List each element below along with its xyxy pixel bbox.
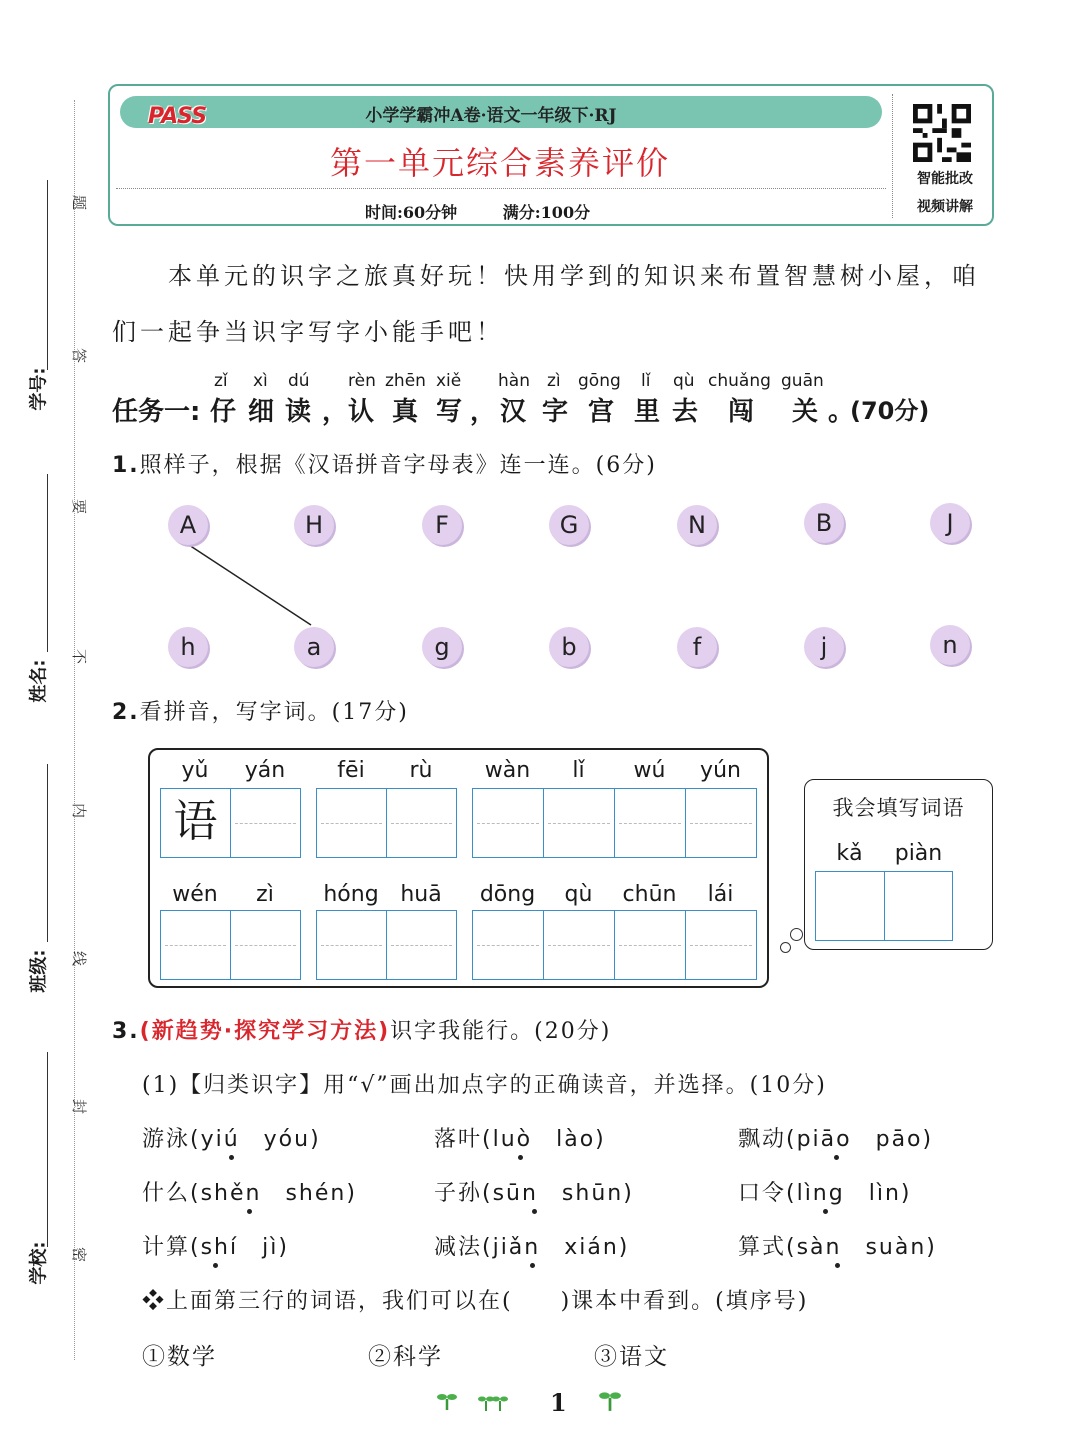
option-chinese[interactable]: ③语文: [594, 1344, 669, 1370]
student-id-label: 学号:: [28, 367, 50, 411]
school-label: 学校:: [28, 1241, 50, 1285]
writing-cell[interactable]: [317, 789, 387, 857]
seal-dotted-line: [74, 100, 75, 1360]
lower-letter[interactable]: a: [294, 627, 334, 667]
q3-heading: [112, 1014, 611, 1045]
writing-cell[interactable]: [686, 911, 756, 979]
pinyin: gōng: [578, 371, 621, 391]
writing-cell[interactable]: [161, 911, 231, 979]
lower-letter[interactable]: j: [804, 627, 844, 667]
writing-grid-kapian[interactable]: [815, 871, 953, 941]
reading-item-text: 计算(shí jì): [142, 1235, 289, 1260]
task1-char: 闯: [728, 397, 755, 427]
pinyin-label: lái: [707, 882, 734, 907]
writing-cell[interactable]: [615, 911, 686, 979]
lower-letter[interactable]: f: [677, 627, 717, 667]
writing-grid-honghua[interactable]: [316, 910, 457, 980]
task1-char: 真: [392, 397, 419, 427]
bubble-title: 我会填写词语: [832, 796, 965, 820]
pinyin-label: yún: [700, 758, 741, 783]
pinyin: hàn: [498, 371, 530, 391]
writing-cell[interactable]: [317, 911, 387, 979]
writing-grid-feiru[interactable]: [316, 788, 457, 858]
q2-number: 2.: [112, 700, 140, 725]
pinyin: lǐ: [641, 371, 651, 391]
writing-cell[interactable]: [816, 872, 885, 940]
pinyin-label: yán: [244, 758, 286, 783]
qr-divider: [892, 94, 893, 218]
writing-grid-wanliwuyun[interactable]: [472, 788, 757, 858]
writing-cell[interactable]: [544, 789, 615, 857]
sprout-icon: [598, 1388, 622, 1412]
pinyin: guān: [781, 371, 824, 391]
time-limit: 时间:60分钟: [365, 203, 458, 222]
reading-item-text: 游泳(yiú yóu): [142, 1127, 321, 1152]
exam-info: [365, 200, 630, 223]
pinyin-label: wú: [633, 758, 666, 783]
pinyin: xiě: [436, 371, 462, 391]
q3-text: 识字我能行。(20分): [390, 1019, 612, 1044]
pinyin-label: fēi: [337, 758, 365, 783]
task1-char: 里: [634, 397, 661, 427]
writing-cell[interactable]: [686, 789, 756, 857]
reading-item[interactable]: [738, 1230, 937, 1261]
task1-char: 细: [248, 397, 275, 427]
writing-cell[interactable]: [615, 789, 686, 857]
reading-item-text: 算式(sàn suàn): [738, 1235, 937, 1260]
reading-item-text: 减法(jiǎn xián): [434, 1235, 630, 1260]
q3-prompt: ❖上面第三行的词语，我们可以在( )课本中看到。(填序号): [142, 1289, 809, 1314]
sample-char: 语: [161, 789, 231, 857]
writing-cell[interactable]: [231, 789, 300, 857]
task1-char: 写: [436, 397, 463, 427]
lower-letter[interactable]: n: [930, 625, 970, 665]
writing-cell[interactable]: [885, 872, 953, 940]
page-title: 第一单元综合素养评价: [329, 144, 670, 182]
name-line: [47, 474, 48, 652]
task1-char: 宫: [588, 397, 615, 427]
upper-letter[interactable]: N: [677, 505, 717, 545]
qr-label-grading: 智能批改: [917, 171, 973, 187]
intro-line-1: 本单元的识字之旅真好玩！快用学到的知识来布置智慧树小屋，咱: [168, 262, 980, 290]
task1-char: ，: [322, 397, 349, 427]
class-line: [47, 764, 48, 942]
seal-word: 封: [70, 1098, 89, 1115]
lower-letter[interactable]: b: [549, 627, 589, 667]
pinyin: zì: [547, 371, 561, 391]
qr-code-icon[interactable]: [912, 104, 972, 162]
seal-word: 答: [70, 347, 89, 364]
pinyin: zǐ: [214, 371, 228, 391]
qr-label-video: 视频讲解: [917, 199, 973, 215]
task1-prefix: 任务一:: [112, 397, 201, 427]
pinyin-label: kǎ: [836, 841, 863, 866]
reading-item-text: 飘动(piāo pāo): [738, 1127, 934, 1152]
full-score: 满分:100分: [502, 203, 591, 222]
writing-cell[interactable]: [544, 911, 615, 979]
q3-tag: (新趋势·探究学习方法): [139, 1019, 391, 1044]
task1-score: (70分): [850, 397, 930, 425]
reading-item[interactable]: [738, 1176, 911, 1207]
pinyin-label: zì: [256, 882, 274, 907]
q2-heading: [112, 695, 409, 726]
pinyin-label: huā: [400, 882, 442, 907]
pinyin: rèn: [348, 371, 376, 391]
pinyin: xì: [253, 371, 268, 391]
upper-letter[interactable]: G: [549, 505, 589, 545]
task1-char: 关: [792, 397, 819, 427]
bubble-dot-small: [780, 942, 791, 953]
bubble-dot-large: [790, 928, 803, 941]
reading-item[interactable]: [142, 1176, 357, 1207]
pinyin-label: dōng: [479, 882, 536, 907]
reading-item[interactable]: [434, 1122, 606, 1153]
reading-item-text: 落叶(luò lào): [434, 1127, 606, 1152]
id-line: [47, 180, 48, 370]
writing-grid-wenzi[interactable]: [160, 910, 301, 980]
sprout-pair-icon: [478, 1392, 508, 1412]
lower-letter[interactable]: h: [168, 627, 208, 667]
lower-letter[interactable]: g: [422, 627, 462, 667]
seal-word: 不: [70, 648, 89, 665]
upper-letter[interactable]: B: [804, 503, 844, 543]
class-label: 班级:: [28, 949, 50, 993]
writing-grid-yuyan[interactable]: [160, 788, 301, 858]
pinyin-label: rù: [409, 758, 433, 783]
reading-item[interactable]: [738, 1122, 933, 1153]
pinyin-label: wàn: [484, 758, 531, 783]
q1-number: 1.: [112, 453, 140, 478]
upper-letter[interactable]: F: [422, 505, 462, 545]
task1-char: 。: [828, 397, 855, 427]
pinyin: zhēn: [385, 371, 426, 391]
pinyin: chuǎng: [708, 371, 771, 391]
pinyin-label: hóng: [323, 882, 379, 907]
task1-char: 去: [672, 397, 699, 427]
pinyin-label: yǔ: [181, 758, 209, 783]
pinyin-label: piàn: [894, 841, 943, 866]
seal-word: 内: [70, 802, 89, 819]
series-title: 小学学霸冲A卷·语文一年级下·RJ: [365, 106, 617, 126]
q1-text: 照样子，根据《汉语拼音字母表》连一连。(6分): [139, 453, 657, 478]
pinyin: qù: [673, 371, 695, 391]
option-math[interactable]: ①数学: [142, 1344, 217, 1370]
seal-word: 要: [70, 498, 89, 515]
header-divider: [116, 188, 886, 189]
writing-cell[interactable]: [231, 911, 300, 979]
upper-letter[interactable]: H: [294, 505, 334, 545]
seal-word: 线: [70, 950, 89, 967]
q2-text: 看拼音，写字词。(17分): [139, 700, 409, 725]
school-line: [47, 1052, 48, 1247]
writing-grid-dongquchunlai[interactable]: [472, 910, 757, 980]
task1-char: ，: [470, 397, 497, 427]
reading-item-text: 什么(shěn shén): [142, 1181, 357, 1206]
task1-char: 仔: [210, 397, 237, 427]
exam-header: [108, 84, 994, 226]
upper-letter[interactable]: J: [930, 503, 970, 543]
task1-char: 汉: [500, 397, 527, 427]
writing-cell[interactable]: [473, 789, 544, 857]
pass-logo: PASS: [148, 104, 207, 129]
pinyin-label: qù: [564, 882, 593, 907]
sprout-icon: [436, 1390, 458, 1412]
task1-char: 认: [348, 397, 375, 427]
pinyin-label: lǐ: [572, 758, 585, 783]
pinyin: dú: [288, 371, 310, 391]
pinyin-label: wén: [172, 882, 218, 907]
reading-item[interactable]: [142, 1230, 289, 1261]
name-label: 姓名:: [28, 659, 50, 703]
reading-item-text: 口令(lìng lìn): [738, 1181, 912, 1206]
option-science[interactable]: ②科学: [368, 1344, 443, 1370]
task1-char: 读: [285, 397, 312, 427]
reading-item[interactable]: [434, 1230, 629, 1261]
reading-item[interactable]: [142, 1122, 321, 1153]
writing-cell[interactable]: [387, 911, 456, 979]
pinyin-label: chūn: [622, 882, 677, 907]
writing-cell[interactable]: [473, 911, 544, 979]
reading-item-text: 子孙(sūn shūn): [434, 1181, 634, 1206]
intro-line-2: 们一起争当识字写字小能手吧！: [112, 318, 504, 346]
upper-letter[interactable]: A: [168, 505, 208, 545]
q3-number: 3.: [112, 1019, 140, 1044]
q1-heading: [112, 448, 657, 479]
reading-item[interactable]: [434, 1176, 634, 1207]
q3-sub1: (1)【归类识字】用“√”画出加点字的正确读音，并选择。(10分): [142, 1073, 827, 1098]
writing-cell[interactable]: [387, 789, 456, 857]
seal-word: 题: [70, 194, 89, 211]
seal-word: 密: [70, 1246, 89, 1263]
task1-char: 字: [542, 397, 569, 427]
page-number: 1: [550, 1388, 567, 1417]
